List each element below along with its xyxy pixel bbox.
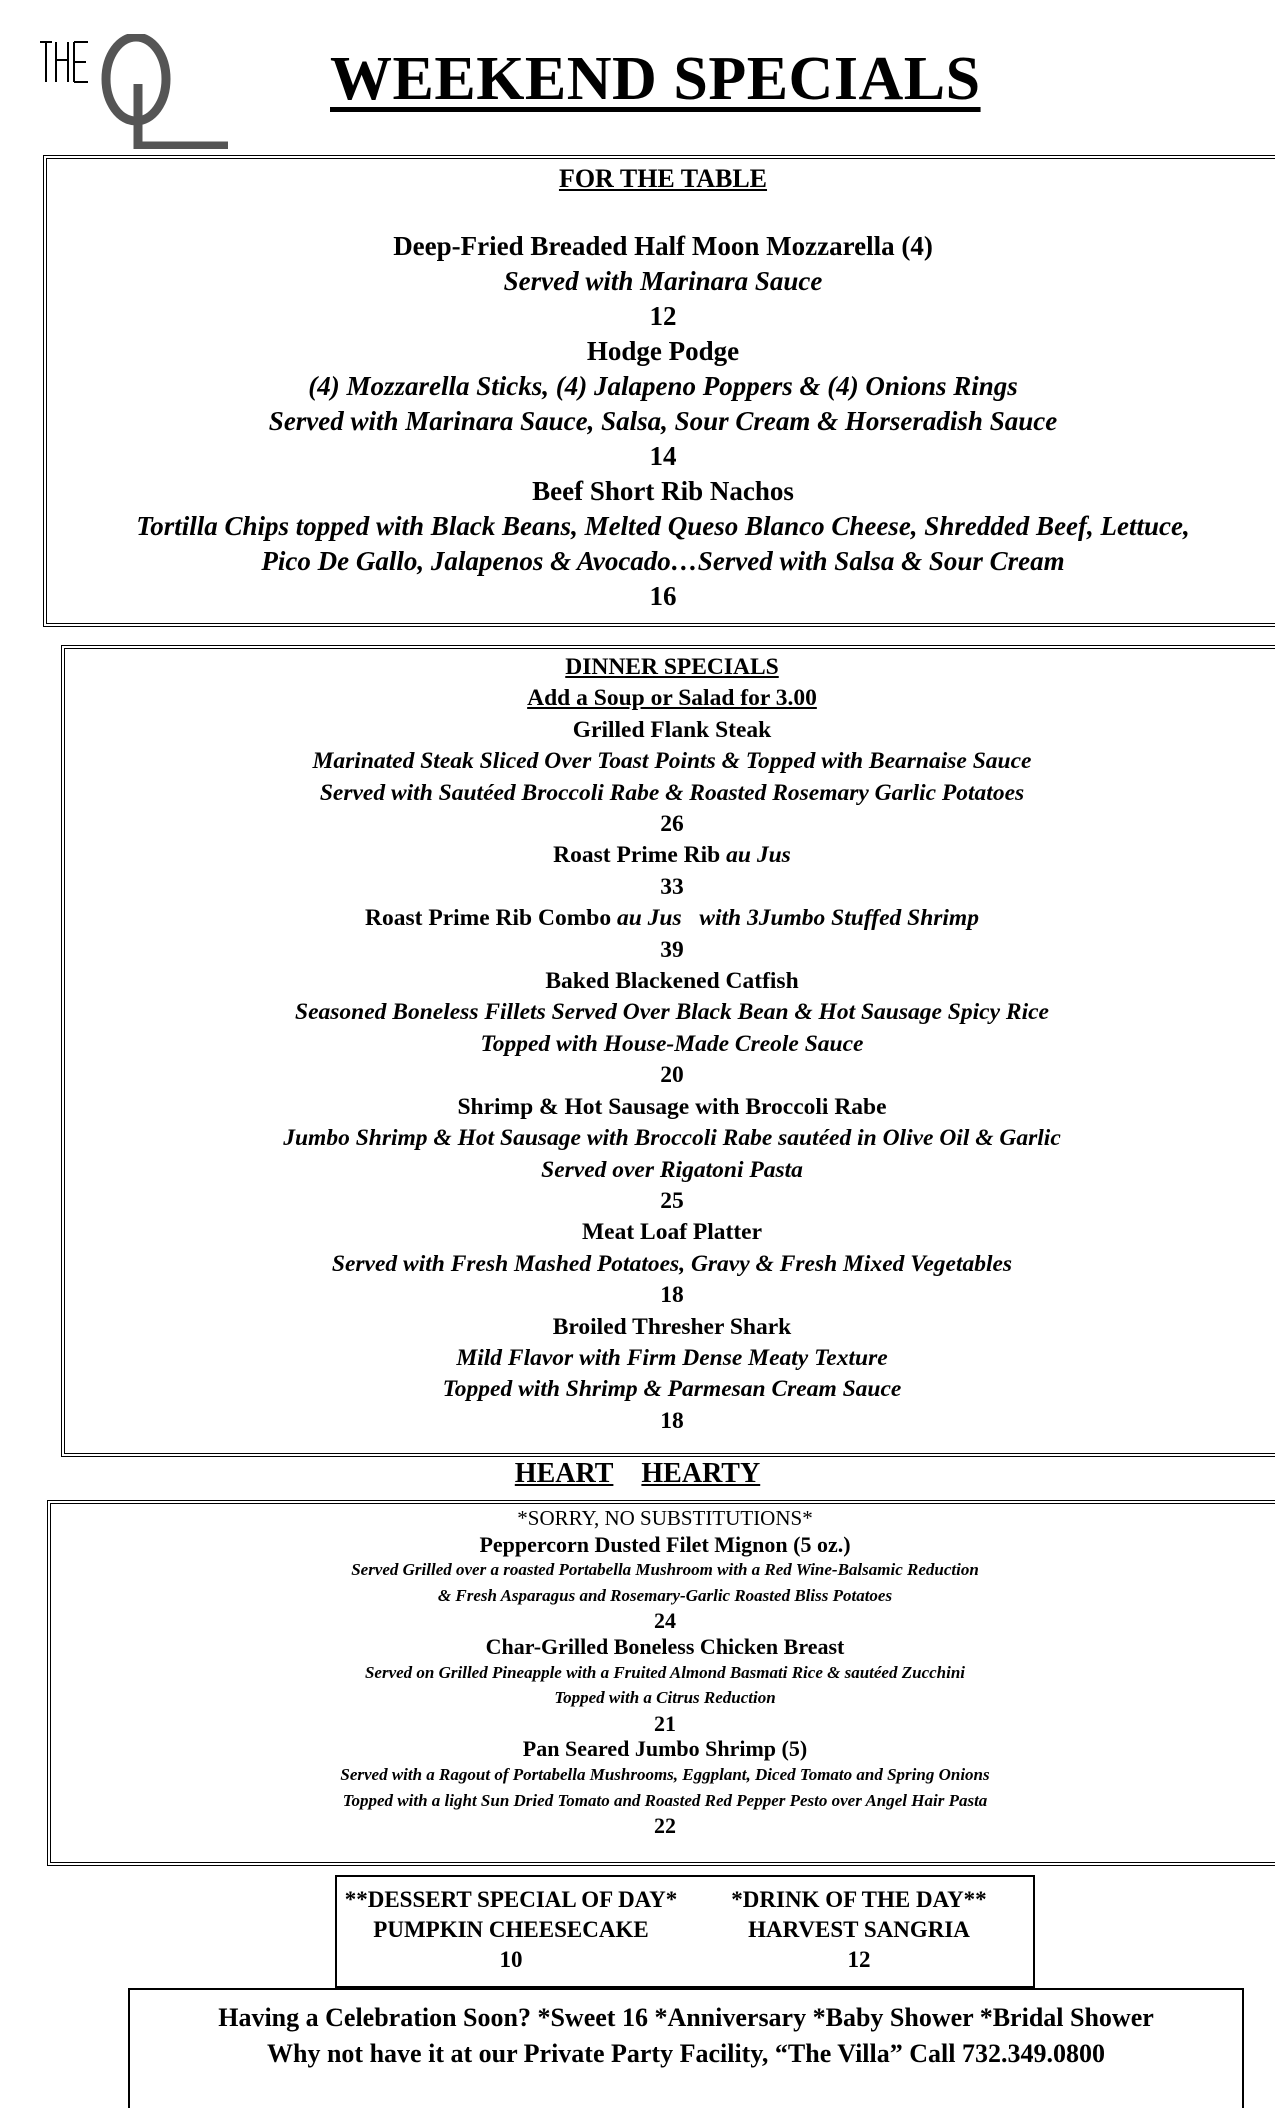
item-description: Topped with House-Made Creole Sauce [480, 1030, 864, 1057]
item-price: 20 [660, 1062, 684, 1089]
item-name [65, 840, 1275, 871]
menu-item [65, 715, 1275, 841]
heart-hearty-section [47, 1500, 1275, 1866]
item-name-text: Baked Blackened Catfish [545, 968, 799, 995]
page-title: WEEKEND SPECIALS [330, 45, 981, 113]
item-price: 39 [660, 936, 684, 963]
item-price: 21 [654, 1710, 676, 1736]
menu-item [47, 334, 1275, 474]
menu-item [65, 1312, 1275, 1438]
item-description: Marinated Steak Sliced Over Toast Points & Topped with Bearnaise Sauce [312, 748, 1032, 775]
menu-item [47, 474, 1275, 614]
item-price: 22 [654, 1813, 676, 1839]
item-name-text: Beef Short Rib Nachos [532, 476, 794, 506]
item-description: Served with Sautéed Broccoli Rabe & Roasted Rosemary Garlic Potatoes [319, 779, 1025, 806]
item-price: 12 [649, 301, 677, 331]
item-name-text: Roast Prime Rib [553, 842, 721, 869]
item-name-text: Peppercorn Dusted Filet Mignon (5 oz.) [479, 1531, 851, 1557]
drink-name: HARVEST SANGRIA [748, 1917, 970, 1942]
item-description: Topped with a light Sun Dried Tomato and Roasted Red Pepper Pesto over Angel Hair Pasta [342, 1790, 988, 1810]
drink-label: *DRINK OF THE DAY** [731, 1887, 987, 1912]
menu-item [65, 1217, 1275, 1311]
item-description: & Fresh Asparagus and Rosemary-Garlic Roasted Bliss Potatoes [437, 1585, 893, 1605]
item-price: 24 [654, 1608, 676, 1634]
celebration-box [128, 1988, 1244, 2108]
item-description: Served on Grilled Pineapple with a Fruited Almond Basmati Rice & sautéed Zucchini [364, 1662, 966, 1682]
item-description: Mild Flavor with Firm Dense Meaty Texture [456, 1344, 888, 1371]
celebration-line-1: Having a Celebration Soon? *Sweet 16 *Anniversary *Baby Shower *Bridal Shower [218, 2003, 1154, 2032]
item-name [51, 1532, 1275, 1558]
celebration-line-2: Why not have it at our Private Party Facility, “The Villa” Call 732.349.0800 [267, 2039, 1105, 2068]
item-name [65, 715, 1275, 746]
section-heading: FOR THE TABLE [558, 164, 768, 193]
menu-item [65, 903, 1275, 966]
item-name-italic: au Jus with 3Jumbo Stuffed Shrimp [616, 905, 979, 932]
menu-item [65, 1092, 1275, 1218]
item-name-italic: au Jus [726, 842, 791, 869]
item-price: 14 [649, 441, 677, 471]
daily-specials-box [335, 1875, 1035, 1988]
dessert-price: 10 [499, 1947, 523, 1972]
section-heading: DINNER SPECIALS [565, 654, 779, 680]
heading-hearty: HEARTY [641, 1458, 761, 1489]
item-name [65, 1312, 1275, 1343]
item-name [47, 334, 1275, 369]
item-name [65, 903, 1275, 934]
item-name-text: Char-Grilled Boneless Chicken Breast [485, 1633, 845, 1659]
item-price: 26 [660, 811, 684, 838]
item-description: Topped with a Citrus Reduction [554, 1688, 776, 1708]
item-description: Pico De Gallo, Jalapenos & Avocado…Served with Salsa & Sour Cream [261, 546, 1065, 576]
menu-item [65, 966, 1275, 1092]
item-description: Topped with Shrimp & Parmesan Cream Sauce [442, 1376, 902, 1403]
item-name-text: Shrimp & Hot Sausage with Broccoli Rabe [457, 1093, 887, 1120]
for-the-table-section [43, 155, 1275, 627]
item-name [65, 1217, 1275, 1248]
dessert-name: PUMPKIN CHEESECAKE [373, 1917, 649, 1942]
item-name [65, 1092, 1275, 1123]
menu-item [65, 840, 1275, 903]
dessert-label: **DESSERT SPECIAL OF DAY* [344, 1887, 678, 1912]
item-description: Jumbo Shrimp & Hot Sausage with Broccoli Rabe sautéed in Olive Oil & Garlic [283, 1125, 1061, 1152]
item-name [65, 966, 1275, 997]
item-name-text: Broiled Thresher Shark [552, 1313, 792, 1340]
item-name-text: Deep-Fried Breaded Half Moon Mozzarella (4) [393, 231, 933, 261]
item-description: Served with Marinara Sauce, Salsa, Sour Cream & Horseradish Sauce [268, 406, 1058, 436]
item-price: 33 [660, 873, 684, 900]
heart-hearty-heading [0, 1458, 1275, 1490]
heading-heart: HEART [514, 1458, 614, 1489]
menu-item [47, 229, 1275, 334]
item-name [51, 1736, 1275, 1762]
item-description: Seasoned Boneless Fillets Served Over Black Bean & Hot Sausage Spicy Rice [295, 999, 1049, 1026]
section-subheading: Add a Soup or Salad for 3.00 [527, 685, 817, 712]
substitution-note: *SORRY, NO SUBSTITUTIONS* [517, 1506, 813, 1530]
item-price: 25 [660, 1187, 684, 1214]
item-description: Served with Fresh Mashed Potatoes, Gravy & Fresh Mixed Vegetables [331, 1250, 1013, 1277]
item-name [47, 229, 1275, 264]
item-name-text: Pan Seared Jumbo Shrimp (5) [522, 1736, 808, 1762]
menu-item [51, 1532, 1275, 1634]
menu-item [51, 1634, 1275, 1736]
item-description: Tortilla Chips topped with Black Beans, Melted Queso Blanco Cheese, Shredded Beef, Lettuce, [136, 511, 1190, 541]
item-name [51, 1634, 1275, 1660]
item-description: (4) Mozzarella Sticks, (4) Jalapeno Poppers & (4) Onions Rings [308, 371, 1018, 401]
restaurant-logo [38, 34, 228, 149]
item-name-text: Grilled Flank Steak [572, 716, 772, 743]
item-description: Served over Rigatoni Pasta [541, 1156, 803, 1183]
item-name [47, 474, 1275, 509]
item-description: Served Grilled over a roasted Portabella Mushroom with a Red Wine-Balsamic Reduction [351, 1560, 979, 1580]
item-description: Served with Marinara Sauce [503, 266, 823, 296]
item-price: 18 [660, 1407, 684, 1434]
item-description: Served with a Ragout of Portabella Mushrooms, Eggplant, Diced Tomato and Spring Onions [340, 1764, 990, 1784]
item-price: 16 [649, 581, 677, 611]
item-name-text: Roast Prime Rib Combo [365, 905, 612, 932]
item-price: 18 [660, 1282, 684, 1309]
item-name-text: Meat Loaf Platter [581, 1219, 763, 1246]
item-name-text: Hodge Podge [586, 336, 740, 366]
drink-price: 12 [847, 1947, 871, 1972]
dinner-specials-section [61, 645, 1275, 1457]
menu-item [51, 1736, 1275, 1838]
